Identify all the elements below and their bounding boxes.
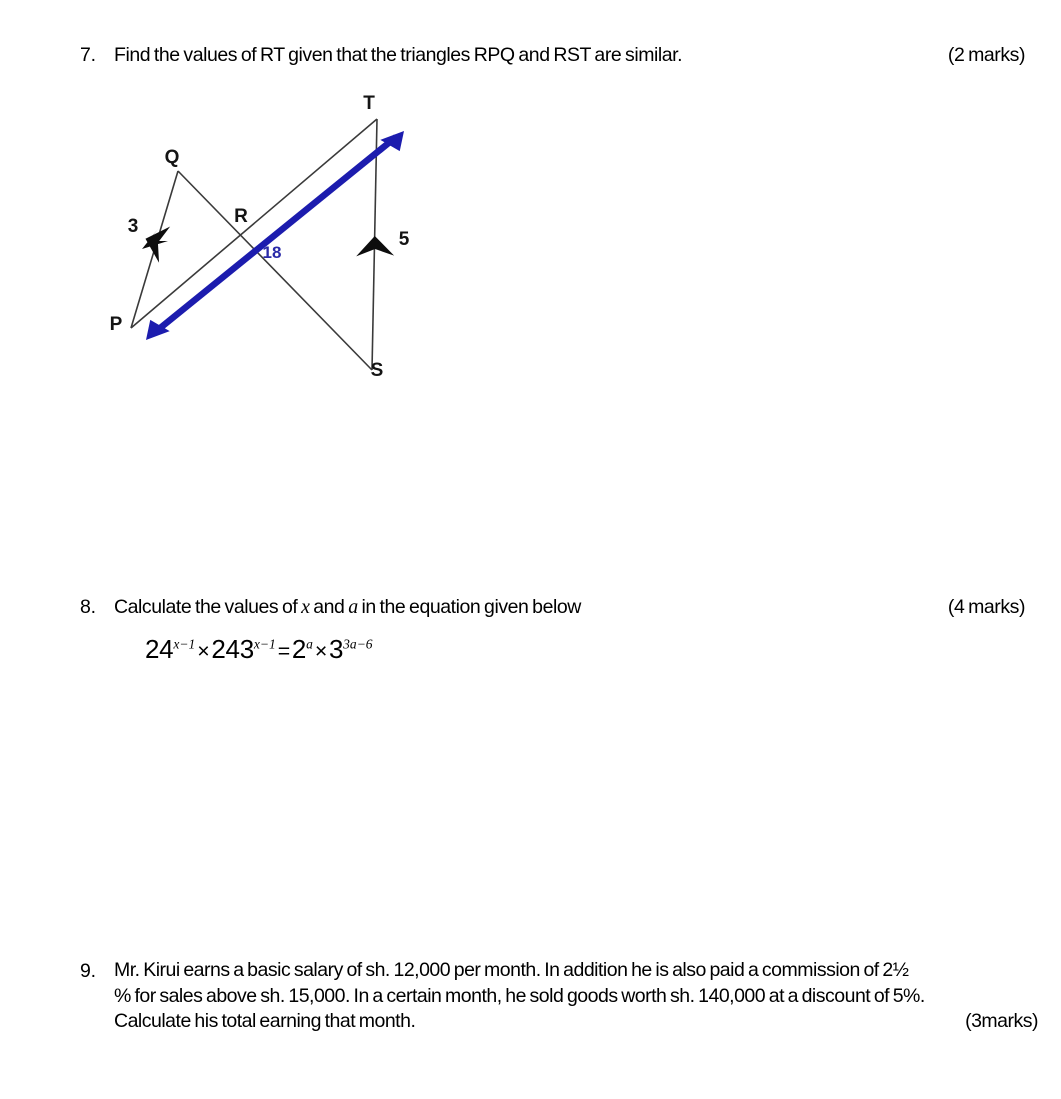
side-label-pt: 18 (262, 243, 282, 262)
side-label-pq: 3 (127, 216, 139, 237)
question-8-marks: (4 marks) (947, 596, 1025, 618)
question-8-number: 8. (80, 596, 96, 618)
question-9 (80, 958, 1038, 1035)
vertex-label-q: Q (164, 147, 180, 168)
question-9-line-1: Mr. Kirui earns a basic salary of sh. 12,000 per month. In addition he is also paid a commission of 2½ (114, 959, 909, 981)
segment-qs (178, 171, 372, 370)
eq-base-4: 3 (329, 634, 344, 664)
question-9-number: 9. (80, 960, 96, 982)
vertex-label-r: R (234, 206, 248, 227)
question-8 (80, 594, 1025, 666)
question-8-variable-x: x (301, 596, 310, 618)
vertex-label-p: P (109, 314, 123, 335)
question-9-marks: (3marks) (965, 1010, 1038, 1032)
question-9-line-2: % for sales above sh. 15,000. In a certain month, he sold goods worth sh. 140,000 at a discount of 5%. (114, 984, 925, 1007)
question-9-line-3: Calculate his total earning that month. (114, 1010, 416, 1032)
question-9-line-3-row (114, 1009, 1038, 1035)
eq-base-1: 24 (145, 634, 174, 664)
question-8-equation (145, 634, 1025, 666)
eq-exponent-4: 3a−6 (343, 636, 373, 652)
question-7-body (114, 42, 1025, 68)
question-8-text-middle: and (309, 596, 349, 618)
eq-operator-2: × (314, 639, 327, 663)
question-8-text (114, 594, 581, 620)
question-8-body (114, 594, 1025, 666)
eq-exponent-2: x−1 (253, 636, 276, 652)
similar-triangles-diagram (100, 95, 440, 395)
question-9-body (114, 958, 1038, 1035)
question-7-number: 7. (80, 44, 96, 66)
question-7-text: Find the values of RT given that the triangles RPQ and RST are similar. (114, 44, 683, 66)
eq-equals-sign: = (277, 639, 290, 663)
eq-operator-1: × (197, 639, 210, 663)
question-7-marks: (2 marks) (947, 44, 1025, 66)
eq-base-3: 2 (291, 634, 307, 664)
vertex-label-t: T (363, 95, 375, 114)
question-8-text-before: Calculate the values of (114, 596, 302, 618)
eq-exponent-1: x−1 (173, 636, 196, 652)
eq-exponent-3: a (306, 636, 313, 652)
question-7 (80, 42, 1025, 68)
question-8-text-after: in the equation given below (357, 596, 581, 618)
side-label-st: 5 (398, 229, 410, 250)
vertex-label-s: S (370, 360, 384, 381)
eq-base-2: 243 (211, 634, 254, 664)
question-8-variable-a: a (348, 596, 358, 618)
